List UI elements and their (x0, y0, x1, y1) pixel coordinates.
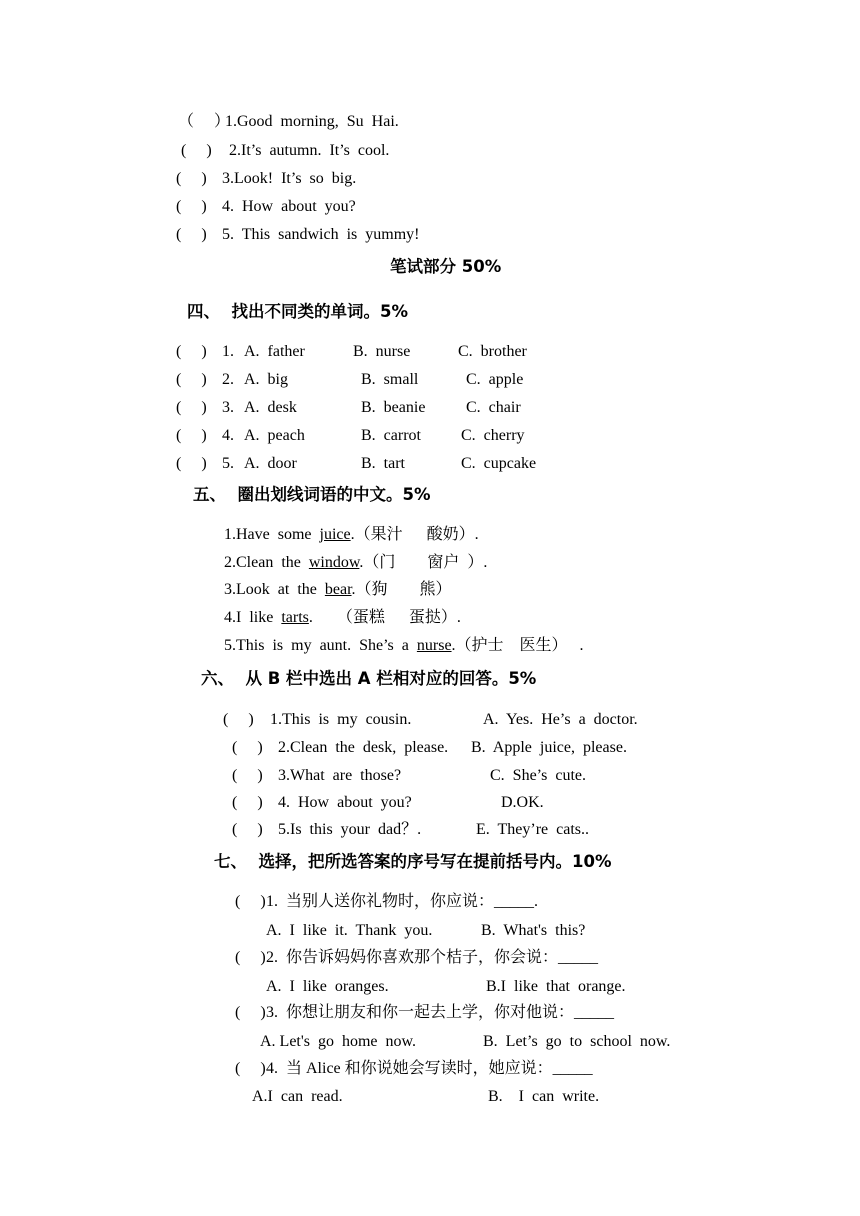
option-a: A. Let's go home now. (260, 1033, 417, 1050)
option-c: C. chair (466, 399, 521, 416)
section-7-heading: 七、 选择，把所选答案的序号写在提前括号内。10% (214, 852, 612, 871)
list-item: 4.I like tarts. （蛋糕 蛋挞）. (224, 609, 461, 626)
option-b: B. Let’s go to school now. (483, 1033, 671, 1050)
option-b: B.I like that orange. (486, 978, 626, 995)
underlined-word: tarts (281, 609, 309, 626)
item-number: 2. (222, 371, 234, 388)
column-b-item: E. They’re cats.. (476, 821, 589, 838)
answer-bracket[interactable]: ( ) (176, 371, 207, 388)
column-a-item: 1.This is my cousin. (270, 711, 412, 728)
list-item: 2.Clean the window.（门 窗户 ）. (224, 554, 488, 571)
question-text: 4. 当 Alice 和你说她会写读时，她应说：_____ (266, 1060, 593, 1077)
listening-item: 4. How about you? (222, 198, 356, 215)
option-a: A. peach (244, 427, 305, 444)
answer-bracket[interactable]: ( ) (235, 893, 266, 910)
option-a: A. father (244, 343, 305, 360)
list-item: 3.Look at the bear.（狗 熊） (224, 581, 452, 598)
section-6-heading: 六、 从 B 栏中选出 A 栏相对应的回答。5% (201, 669, 537, 688)
section-5-heading: 五、 圈出划线词语的中文。5% (193, 485, 431, 504)
answer-bracket[interactable]: ( ) (181, 142, 212, 159)
list-item: 1.Have some juice.（果汁 酸奶）. (224, 526, 479, 543)
column-b-item: A. Yes. He’s a doctor. (483, 711, 638, 728)
answer-bracket[interactable]: （ ） (178, 113, 231, 130)
answer-bracket[interactable]: ( ) (235, 949, 266, 966)
answer-bracket[interactable]: ( ) (176, 170, 207, 187)
option-a: A.I can read. (252, 1088, 343, 1105)
option-a: A. door (244, 455, 297, 472)
column-b-item: D.OK. (501, 794, 544, 811)
option-b: B. tart (361, 455, 405, 472)
answer-bracket[interactable]: ( ) (176, 427, 207, 444)
option-b: B. beanie (361, 399, 426, 416)
question-text: 3. 你想让朋友和你一起去上学，你对他说：_____ (266, 1004, 615, 1021)
option-a: A. I like it. Thank you. (266, 922, 433, 939)
listening-item: 1.Good morning, Su Hai. (225, 113, 399, 130)
listening-item: 2.It’s autumn. It’s cool. (229, 142, 390, 159)
item-number: 4. (222, 427, 234, 444)
item-number: 5. (222, 455, 234, 472)
option-b: B. nurse (353, 343, 411, 360)
answer-bracket[interactable]: ( ) (176, 226, 207, 243)
column-a-item: 4. How about you? (278, 794, 412, 811)
list-item: 5.This is my aunt. She’s a nurse.（护士 医生） . (224, 637, 584, 654)
section-4-heading: 四、 找出不同类的单词。5% (187, 302, 409, 321)
column-a-item: 3.What are those? (278, 767, 402, 784)
answer-bracket[interactable]: ( ) (232, 767, 263, 784)
answer-bracket[interactable]: ( ) (232, 794, 263, 811)
answer-bracket[interactable]: ( ) (223, 711, 254, 728)
option-b: B. small (361, 371, 419, 388)
option-b: B. I can write. (488, 1088, 600, 1105)
option-a: A. desk (244, 399, 297, 416)
item-number: 3. (222, 399, 234, 416)
option-c: C. cupcake (461, 455, 537, 472)
column-a-item: 5.Is this your dad？. (278, 821, 422, 838)
answer-bracket[interactable]: ( ) (232, 821, 263, 838)
option-b: B. What's this? (481, 922, 586, 939)
answer-bracket[interactable]: ( ) (232, 739, 263, 756)
written-part-title: 笔试部分 50% (390, 257, 502, 276)
option-c: C. cherry (461, 427, 525, 444)
underlined-word: juice (319, 526, 351, 543)
option-a: A. I like oranges. (266, 978, 389, 995)
underlined-word: window (308, 554, 360, 571)
answer-bracket[interactable]: ( ) (235, 1060, 266, 1077)
listening-item: 5. This sandwich is yummy! (222, 226, 420, 243)
question-text: 1. 当别人送你礼物时，你应说：_____. (266, 893, 539, 910)
answer-bracket[interactable]: ( ) (176, 399, 207, 416)
underlined-word: bear (324, 581, 352, 598)
answer-bracket[interactable]: ( ) (176, 198, 207, 215)
answer-bracket[interactable]: ( ) (235, 1004, 266, 1021)
answer-bracket[interactable]: ( ) (176, 343, 207, 360)
listening-item: 3.Look! It’s so big. (222, 170, 357, 187)
column-a-item: 2.Clean the desk, please. (278, 739, 449, 756)
option-b: B. carrot (361, 427, 421, 444)
item-number: 1. (222, 343, 234, 360)
column-b-item: B. Apple juice, please. (471, 739, 627, 756)
question-text: 2. 你告诉妈妈你喜欢那个桔子，你会说：_____ (266, 949, 599, 966)
option-c: C. apple (466, 371, 524, 388)
column-b-item: C. She’s cute. (490, 767, 586, 784)
answer-bracket[interactable]: ( ) (176, 455, 207, 472)
underlined-word: nurse (416, 637, 452, 654)
option-c: C. brother (458, 343, 527, 360)
option-a: A. big (244, 371, 288, 388)
